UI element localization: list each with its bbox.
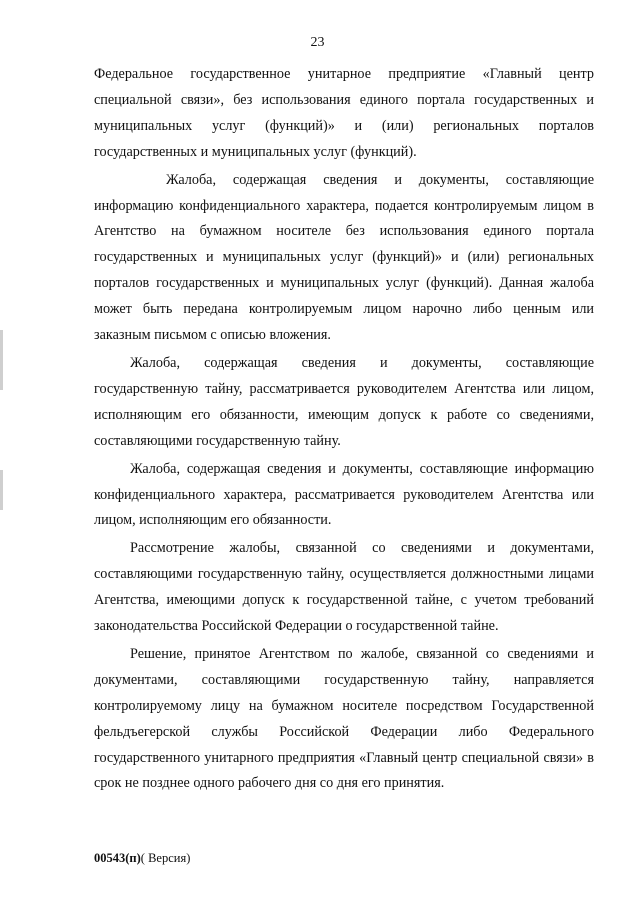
paragraph: Рассмотрение жалобы, связанной со сведениями и документами, составляющими государственную тайну, осуществляется должностными лицами Агентства, имеющими допуск к государственной тайне, с учетом требований законодательства Российской Федерации о государственной тайне. <box>94 540 594 635</box>
document-code: 00543(п) <box>94 851 141 865</box>
scan-margin-mark <box>0 470 3 510</box>
page-number: 23 <box>310 35 325 50</box>
document-version: ( Версия) <box>140 851 191 865</box>
scan-margin-mark <box>0 330 3 390</box>
paragraph: Жалоба, содержащая сведения и документы, составляющие информацию конфиденциального характера, подается контролируемым лицом в Агентство на бумажном носителе без использования единого портала государственных и муниципальных услуг (функций)» и (или) региональных порталов государственных и муниципальных услуг (функций). Данная жалоба может быть передана контролируемым лицом нарочно либо ценным или заказным письмом с описью вложения. <box>94 171 594 344</box>
paragraph: Жалоба, содержащая сведения и документы, составляющие информацию конфиденциального характера, рассматривается руководителем Агентства или лицом, исполняющим его обязанности. <box>94 460 594 529</box>
document-body <box>94 62 594 799</box>
paragraph: Решение, принятое Агентством по жалобе, связанной со сведениями и документами, составляющими государственную тайну, направляется контролируемому лицу на бумажном носителе посредством Государственной фельдъегерской службы Российской Федерации либо Федерального государственного унитарного предприятия «Главный центр специальной связи» в срок не позднее одного рабочего дня со дня его принятия. <box>94 645 594 792</box>
document-footer <box>94 851 190 866</box>
paragraph: Федеральное государственное унитарное предприятие «Главный центр специальной связи», без использования единого портала государственных и муниципальных услуг (функций)» и (или) региональных порталов государственных и муниципальных услуг (функций). <box>94 66 594 160</box>
paragraph: Жалоба, содержащая сведения и документы, составляющие государственную тайну, рассматривается руководителем Агентства или лицом, исполняющим его обязанности, имеющим допуск к работе со сведениями, составляющими государственную тайну. <box>94 354 594 449</box>
